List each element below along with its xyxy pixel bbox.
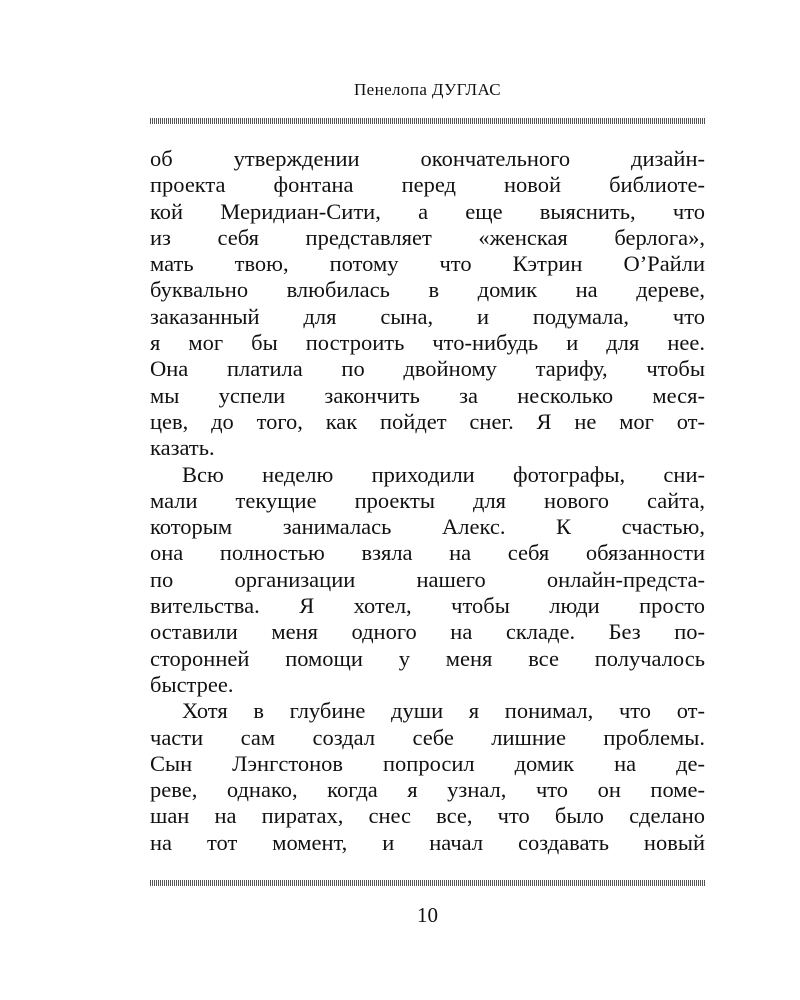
text-line: цев, до того, как пойдет снег. Я не мог от- [150,408,705,434]
text-line: я мог бы построить что-нибудь и для нее. [150,330,705,356]
header-rule [150,118,705,124]
text-line: быстрее. [150,671,234,697]
text-line: кой Меридиан-Сити, а еще выяснить, что [150,198,705,224]
text-line: мы успели закончить за несколько меся- [150,382,705,408]
text-line: части сам создал себе лишние проблемы. [150,724,705,750]
text-line: на тот момент, и начал создавать новый [150,829,705,855]
paragraph-3 [150,698,705,856]
paragraph-1 [150,146,705,462]
text-line: реве, однако, когда я узнал, что он поме- [150,777,705,803]
page-text [150,146,705,856]
running-title: Пенелопа ДУГЛАС [353,80,502,99]
text-line: из себя представляет «женская берлога», [150,224,705,250]
text-line: буквально влюбилась в домик на дереве, [150,277,705,303]
paragraph-2 [150,462,705,699]
text-line: заказанный для сына, и подумала, что [150,303,705,329]
text-line: она полностью взяла на себя обязанности [150,540,705,566]
text-line: об утверждении окончательного дизайн- [150,146,705,171]
text-line: Хотя в глубине души я понимал, что от- [182,698,705,724]
text-line: оставили меня одного на складе. Без по- [150,619,705,645]
text-line: проекта фонтана перед новой библиоте- [150,172,705,198]
text-line: Всю неделю приходили фотографы, сни- [182,461,705,487]
text-line: Она платила по двойному тарифу, чтобы [150,356,705,382]
text-line: вительства. Я хотел, чтобы люди просто [150,593,705,619]
text-line: мать твою, потому что Кэтрин О’Райли [150,251,705,277]
text-line: шан на пиратах, снес все, что было сделано [150,803,705,829]
text-line: сторонней помощи у меня все получалось [150,645,705,671]
text-line: Сын Лэнгстонов попросил домик на де- [150,750,705,776]
text-line: которым занималась Алекс. К счастью, [150,514,705,540]
page-number: 10 [417,903,438,927]
text-line: мали текущие проекты для нового сайта, [150,487,705,513]
text-line: казать. [150,435,215,461]
footer-rule [150,880,705,886]
text-line: по организации нашего онлайн-предста- [150,566,705,592]
